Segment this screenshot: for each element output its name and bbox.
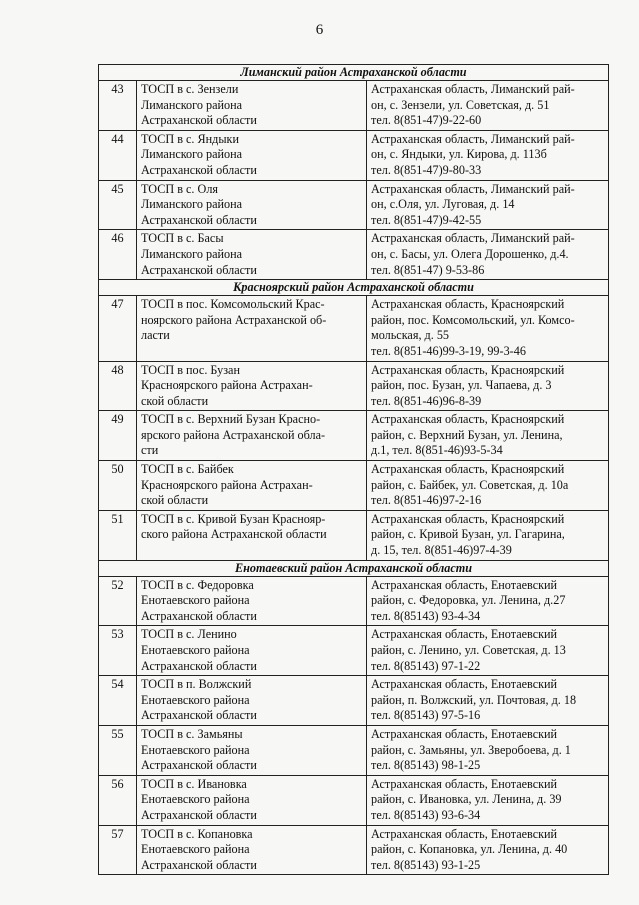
office-name-line: ТОСП в пос. Бузан — [141, 362, 240, 377]
address-line: он, с. Басы, ул. Олега Дорошенко, д.4. — [371, 246, 569, 261]
table-row — [99, 130, 609, 180]
address-line: тел. 8(85143) 93-1-25 — [371, 857, 481, 872]
offices-table — [98, 64, 609, 875]
row-number: 46 — [99, 230, 137, 280]
address-line: Астраханская область, Красноярский — [371, 412, 565, 427]
office-name-line: ТОСП в с. Верхний Бузан Красно- — [141, 412, 321, 427]
address-line: район, пос. Бузан, ул. Чапаева, д. 3 — [371, 378, 552, 393]
section-title: Красноярский район Астраханской области — [99, 280, 609, 296]
address-line: тел. 8(85143) 93-4-34 — [371, 608, 481, 623]
section-title: Енотаевский район Астраханской области — [99, 560, 609, 576]
row-number: 57 — [99, 825, 137, 875]
office-name-cell — [137, 725, 367, 775]
address-cell — [367, 81, 609, 131]
address-line: район, с. Верхний Бузан, ул. Ленина, — [371, 427, 563, 442]
address-line: район, п. Волжский, ул. Почтовая, д. 18 — [371, 692, 577, 707]
address-cell — [367, 130, 609, 180]
office-name-line: ТОСП в с. Ивановка — [141, 776, 247, 791]
address-line: тел. 8(85143) 93-6-34 — [371, 807, 481, 822]
office-name-line: ТОСП в с. Кривой Бузан Краснояр- — [141, 511, 326, 526]
table-row — [99, 230, 609, 280]
address-line: тел. 8(851-47) 9-53-86 — [371, 262, 485, 277]
office-name-line: ярского района Астраханской обла- — [141, 427, 326, 442]
section-header-row — [99, 280, 609, 296]
office-name-line: ТОСП в с. Зензели — [141, 82, 239, 96]
office-name-cell — [137, 361, 367, 411]
address-line: район, с. Замьяны, ул. Зверобоева, д. 1 — [371, 742, 571, 757]
row-number: 45 — [99, 180, 137, 230]
table-row — [99, 510, 609, 560]
office-name-line: Лиманского района — [141, 97, 243, 112]
address-line: Астраханская область, Лиманский рай- — [371, 231, 575, 246]
address-line: Астраханская область, Красноярский — [371, 462, 565, 477]
address-cell — [367, 510, 609, 560]
office-name-line: Красноярского района Астрахан- — [141, 378, 313, 393]
address-line: Астраханская область, Лиманский рай- — [371, 82, 575, 96]
address-cell — [367, 461, 609, 511]
address-line: Астраханская область, Енотаевский — [371, 726, 558, 741]
address-line: он, с. Яндыки, ул. Кирова, д. 113б — [371, 147, 547, 162]
table-row — [99, 825, 609, 875]
office-name-line: Астраханской области — [141, 658, 257, 673]
address-line: тел. 8(85143) 97-1-22 — [371, 658, 481, 673]
office-name-line: Енотаевского района — [141, 692, 250, 707]
address-line: д.1, тел. 8(851-46)93-5-34 — [371, 443, 503, 458]
office-name-line: Астраханской области — [141, 807, 257, 822]
address-cell — [367, 825, 609, 875]
table-row — [99, 81, 609, 131]
address-line: Астраханская область, Енотаевский — [371, 677, 558, 692]
office-name-line: Астраханской области — [141, 708, 257, 723]
office-name-line: ТОСП в с. Федоровка — [141, 577, 254, 592]
table-row — [99, 461, 609, 511]
table-row — [99, 361, 609, 411]
address-line: мольская, д. 55 — [371, 328, 450, 343]
address-line: тел. 8(851-47)9-42-55 — [371, 212, 482, 227]
office-name-line: Енотаевского района — [141, 643, 250, 657]
address-line: район, пос. Комсомольский, ул. Комсо- — [371, 312, 575, 327]
row-number: 56 — [99, 775, 137, 825]
office-name-line: Астраханской области — [141, 758, 257, 773]
address-line: район, с. Копановка, ул. Ленина, д. 40 — [371, 842, 568, 857]
table-row — [99, 725, 609, 775]
table-row — [99, 676, 609, 726]
office-name-line: Енотаевского района — [141, 792, 250, 807]
office-name-line: ТОСП в с. Оля — [141, 181, 219, 196]
office-name-line: Астраханской области — [141, 262, 257, 277]
office-name-line: Астраханской области — [141, 857, 257, 872]
address-line: район, с. Байбек, ул. Советская, д. 10а — [371, 477, 569, 492]
office-name-line: Астраханской области — [141, 212, 257, 227]
row-number: 48 — [99, 361, 137, 411]
address-line: район, с. Ивановка, ул. Ленина, д. 39 — [371, 792, 562, 807]
office-name-line: ноярского района Астраханской об- — [141, 312, 327, 327]
address-line: Астраханская область, Красноярский — [371, 297, 565, 312]
address-line: Астраханская область, Енотаевский — [371, 577, 558, 592]
address-line: тел. 8(851-47)9-80-33 — [371, 162, 482, 177]
office-name-cell — [137, 676, 367, 726]
address-line: Астраханская область, Лиманский рай- — [371, 131, 575, 146]
office-name-line: сти — [141, 443, 159, 458]
table-row — [99, 775, 609, 825]
row-number: 50 — [99, 461, 137, 511]
address-line: тел. 8(851-46)99-3-19, 99-3-46 — [371, 343, 526, 358]
address-line: Астраханская область, Енотаевский — [371, 826, 558, 841]
office-name-line: Астраханской области — [141, 162, 257, 177]
address-line: Астраханская область, Красноярский — [371, 362, 565, 377]
office-name-line: ласти — [141, 328, 170, 343]
row-number: 43 — [99, 81, 137, 131]
table-row — [99, 180, 609, 230]
office-name-line: Астраханской области — [141, 113, 257, 128]
address-line: тел. 8(851-46)96-8-39 — [371, 393, 482, 408]
address-line: он, с. Зензели, ул. Советская, д. 51 — [371, 97, 550, 112]
office-name-line: ТОСП в пос. Комсомольский Крас- — [141, 297, 325, 312]
office-name-line: Лиманского района — [141, 246, 243, 261]
office-name-line: ТОСП в с. Копановка — [141, 826, 253, 841]
office-name-line: ского района Астраханской области — [141, 527, 327, 542]
office-name-cell — [137, 825, 367, 875]
address-cell — [367, 775, 609, 825]
address-cell — [367, 296, 609, 361]
office-name-line: Лиманского района — [141, 147, 243, 162]
office-name-line: ТОСП в с. Замьяны — [141, 726, 243, 741]
section-title: Лиманский район Астраханской области — [99, 65, 609, 81]
address-line: район, с. Кривой Бузан, ул. Гагарина, — [371, 527, 565, 542]
address-cell — [367, 626, 609, 676]
row-number: 53 — [99, 626, 137, 676]
office-name-cell — [137, 230, 367, 280]
address-line: он, с.Оля, ул. Луговая, д. 14 — [371, 197, 515, 212]
row-number: 47 — [99, 296, 137, 361]
office-name-cell — [137, 775, 367, 825]
office-name-cell — [137, 626, 367, 676]
office-name-cell — [137, 461, 367, 511]
office-name-line: ТОСП в с. Ленино — [141, 627, 237, 642]
office-name-cell — [137, 411, 367, 461]
address-cell — [367, 230, 609, 280]
address-cell — [367, 361, 609, 411]
address-line: д. 15, тел. 8(851-46)97-4-39 — [371, 543, 512, 558]
address-cell — [367, 180, 609, 230]
row-number: 44 — [99, 130, 137, 180]
address-line: тел. 8(851-46)97-2-16 — [371, 493, 482, 508]
office-name-line: Енотаевского района — [141, 593, 250, 608]
office-name-line: ТОСП в с. Байбек — [141, 462, 234, 477]
address-cell — [367, 576, 609, 626]
office-name-line: ской области — [141, 393, 209, 408]
address-line: Астраханская область, Лиманский рай- — [371, 181, 575, 196]
address-line: тел. 8(85143) 98-1-25 — [371, 758, 481, 773]
address-cell — [367, 725, 609, 775]
address-line: район, с. Федоровка, ул. Ленина, д.27 — [371, 593, 566, 608]
table-row — [99, 576, 609, 626]
table-row — [99, 411, 609, 461]
row-number: 55 — [99, 725, 137, 775]
row-number: 54 — [99, 676, 137, 726]
office-name-line: ТОСП в с. Яндыки — [141, 131, 239, 146]
page-number: 6 — [315, 22, 324, 38]
row-number: 51 — [99, 510, 137, 560]
office-name-line: ской области — [141, 493, 209, 508]
office-name-line: ТОСП в п. Волжский — [141, 677, 252, 692]
office-name-line: Красноярского района Астрахан- — [141, 477, 313, 492]
office-name-cell — [137, 130, 367, 180]
office-name-line: Лиманского района — [141, 197, 243, 212]
address-cell — [367, 411, 609, 461]
address-line: Астраханская область, Енотаевский — [371, 776, 558, 791]
office-name-cell — [137, 576, 367, 626]
office-name-cell — [137, 296, 367, 361]
row-number: 52 — [99, 576, 137, 626]
address-line: район, с. Ленино, ул. Советская, д. 13 — [371, 643, 566, 657]
office-name-cell — [137, 81, 367, 131]
address-line: тел. 8(85143) 97-5-16 — [371, 708, 481, 723]
address-line: тел. 8(851-47)9-22-60 — [371, 113, 482, 128]
section-header-row — [99, 560, 609, 576]
row-number: 49 — [99, 411, 137, 461]
section-header-row — [99, 65, 609, 81]
office-name-line: Астраханской области — [141, 608, 257, 623]
office-name-cell — [137, 180, 367, 230]
address-cell — [367, 676, 609, 726]
office-name-cell — [137, 510, 367, 560]
table-row — [99, 296, 609, 361]
address-line: Астраханская область, Енотаевский — [371, 627, 558, 642]
office-name-line: Енотаевского района — [141, 742, 250, 757]
table-row — [99, 626, 609, 676]
address-line: Астраханская область, Красноярский — [371, 511, 565, 526]
office-name-line: ТОСП в с. Басы — [141, 231, 224, 246]
office-name-line: Енотаевского района — [141, 842, 250, 857]
